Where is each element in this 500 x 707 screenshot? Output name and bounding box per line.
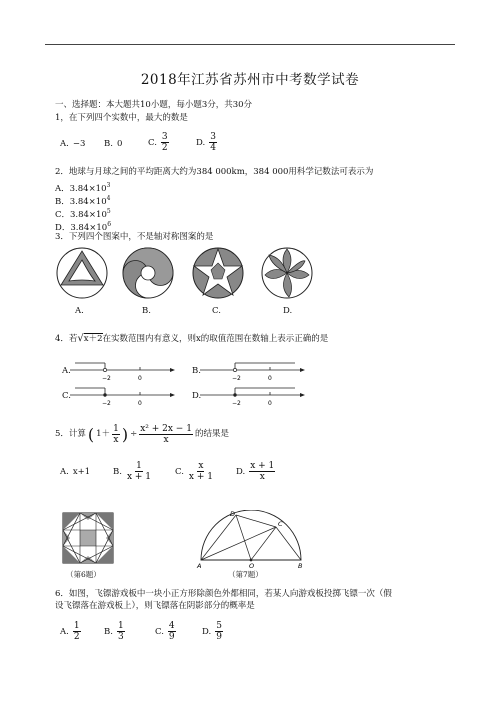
figure-b[interactable] [123, 248, 173, 298]
q1-option-d[interactable] [196, 132, 217, 153]
header-rule [45, 44, 455, 45]
point-label: D [230, 510, 236, 518]
figure-d[interactable] [262, 248, 312, 298]
tick-label: 0 [268, 400, 272, 407]
page-title: 2018年江苏省苏州市中考数学试卷 [140, 72, 360, 88]
point-label: O [249, 562, 255, 570]
q3-stem: 3．下列四个图案中，不是轴对称图案的是 [55, 232, 214, 242]
q5-stem: 5．计算 ( 1＋ $\frac{1}{x}$ ) ÷ $\frac{\text{x² + 2x − 1}}{x}$ 的结果是 [55, 423, 229, 445]
fig7-caption: （第7题） [228, 570, 263, 579]
q1-option-c[interactable] [148, 132, 169, 153]
q6-stem-line1: 6．如图，飞镖游戏板中一块小正方形除颜色外都相同，若某人向游戏板投掷飞镖一次（假 [55, 589, 392, 599]
q2-option-d[interactable]: D．$3.84\times 10^6$ [55, 221, 112, 233]
option-value: 0 [116, 139, 123, 149]
option-label: D. [196, 137, 206, 148]
option-label: A. [60, 139, 69, 149]
q1-stem: 1，在下列四个实数中，最大的数是 [55, 113, 188, 123]
fig6-dartboard [62, 512, 114, 564]
q3-label-b: B. [142, 306, 151, 316]
tick-label: −2 [232, 375, 241, 382]
point-label: C [278, 520, 283, 528]
q4-stem: 4．若√x＋2在实数范围内有意义，则x的取值范围在数轴上表示正确的是 [55, 333, 329, 344]
q4-label-a: A. [62, 366, 71, 376]
q4-label-b: B. [192, 366, 201, 376]
q2-option-a[interactable]: A．$3.84\times 10^3$ [55, 182, 111, 194]
q2-stem: 2．地球与月球之间的平均距离大约为384 000km，384 000用科学记数法可表示为 [55, 167, 374, 177]
tick-label: 0 [268, 375, 272, 382]
point-label: A [197, 562, 202, 570]
q4-numberline-d[interactable] [200, 385, 305, 407]
q1-option-b[interactable] [104, 139, 122, 149]
fraction: $\frac{3}{4}$ [210, 132, 216, 153]
q3-label-a: A. [75, 306, 84, 316]
tick-label: −2 [102, 375, 111, 382]
q2-option-c[interactable]: C．$3.84\times 10^5$ [55, 208, 111, 220]
q4-numberline-a[interactable] [70, 360, 175, 382]
q4-label-c: C. [62, 391, 71, 401]
tick-label: −2 [232, 400, 241, 407]
q6-option-a[interactable]: A. $\frac{1}{2}$ [60, 621, 80, 642]
q3-label-c: C. [212, 306, 221, 316]
fraction: $\frac{3}{2}$ [161, 132, 168, 153]
point-label: B [298, 562, 303, 570]
q3-label-d: D. [283, 306, 293, 316]
q5-option-c[interactable]: C. $\frac{x}{x + 1}$ [175, 461, 213, 482]
q6-option-d[interactable]: D. $\frac{5}{9}$ [202, 621, 222, 642]
q5-option-d[interactable]: D. $\frac{x + 1}{x}$ [236, 461, 275, 482]
option-label: B. [104, 139, 113, 149]
q5-option-a[interactable]: A. x+1 [60, 467, 91, 477]
tick-label: 0 [138, 400, 142, 407]
option-label: C. [148, 137, 157, 148]
q5-option-b[interactable]: B. $\frac{1}{x + 1}$ [113, 461, 152, 482]
q6-stem-line2: 设飞镖落在游戏板上），则飞镖落在阴影部分的概率是 [55, 601, 255, 611]
q2-option-b[interactable]: B．$3.84\times 10^4$ [55, 195, 111, 207]
q4-numberline-c[interactable] [70, 385, 175, 407]
fig7-semicircle [196, 510, 306, 570]
radicand: x＋2 [83, 334, 103, 344]
figure-c[interactable] [193, 248, 243, 298]
q1-option-a[interactable] [60, 139, 85, 149]
tick-label: −2 [102, 400, 111, 407]
tick-label: 0 [138, 375, 142, 382]
q6-option-c[interactable]: C. $\frac{4}{9}$ [155, 621, 175, 642]
q6-option-b[interactable]: B. $\frac{1}{3}$ [104, 621, 124, 642]
q4-numberline-b[interactable] [200, 360, 305, 382]
figure-a[interactable] [57, 248, 107, 298]
fig6-caption: （第6题） [66, 570, 101, 579]
section-heading: 一、选择题：本大题共10小题，每小题3分，共30分 [55, 100, 253, 110]
q4-label-d: D. [192, 391, 202, 401]
option-value: −3 [72, 139, 86, 149]
q3-figures [55, 245, 315, 303]
